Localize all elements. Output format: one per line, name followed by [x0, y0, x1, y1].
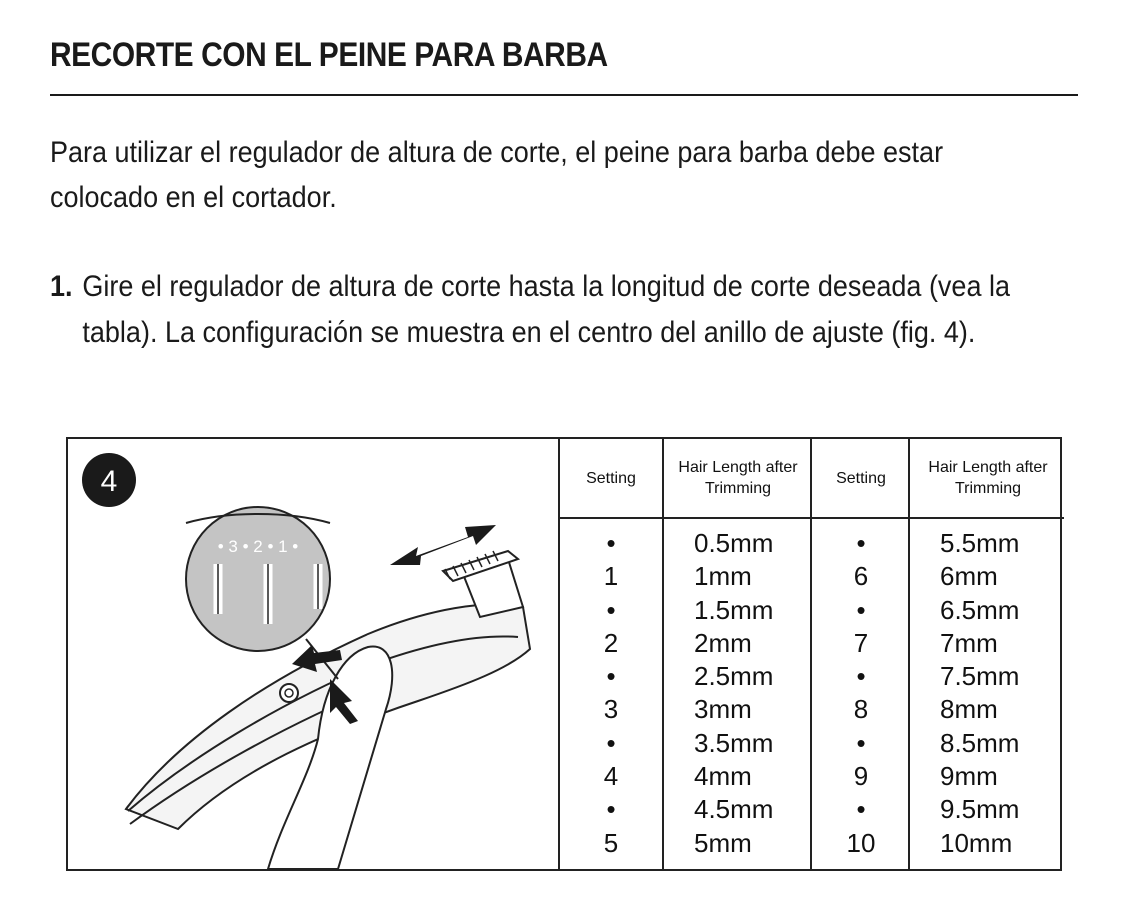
table-cell: 9mm	[940, 761, 998, 792]
table-cell: 1mm	[694, 561, 752, 592]
table-cell: 0.5mm	[694, 528, 774, 558]
table-cell: 1	[603, 561, 619, 592]
table-cell: 5mm	[694, 827, 752, 858]
table-cell: •	[856, 661, 866, 692]
table-cell: 3.5mm	[694, 727, 774, 758]
dial-marks: • 3 • 2 • 1 •	[217, 537, 299, 556]
table-cell: •	[606, 528, 616, 558]
table-cell: •	[856, 528, 866, 558]
table-cell: 1.5mm	[694, 594, 774, 625]
table-cell: •	[856, 594, 866, 625]
table-cell: •	[606, 594, 616, 625]
magnifier-callout	[183, 504, 338, 679]
step-1	[50, 264, 1085, 356]
header-setting-a: Setting	[586, 469, 636, 487]
table-cell: 2.5mm	[694, 661, 774, 692]
settings-a-list	[560, 527, 662, 860]
header-length-a: Hair Length after Trimming	[678, 459, 798, 497]
table-cell: 7.5mm	[940, 661, 1020, 692]
table-cell: 7mm	[940, 627, 998, 658]
column-setting-a	[560, 439, 662, 869]
header-setting-b: Setting	[836, 469, 886, 487]
table-cell: 3	[603, 694, 619, 725]
table-cell: •	[606, 661, 616, 692]
title-divider	[50, 94, 1078, 96]
settings-b-list	[812, 527, 910, 860]
table-cell: 4	[603, 761, 619, 792]
step-number: 1.	[50, 270, 73, 303]
table-cell: 10mm	[940, 827, 1013, 858]
table-cell: 8mm	[940, 694, 998, 725]
intro-paragraph: Para utilizar el regulador de altura de corte, el peine para barba debe estar colocado en el cortador.	[50, 136, 944, 214]
settings-table	[558, 439, 1064, 869]
table-cell: 4.5mm	[694, 794, 774, 825]
table-cell: 2mm	[694, 627, 752, 658]
header-divider	[560, 517, 1064, 519]
table-cell: 7	[853, 627, 869, 658]
lengths-a-list	[664, 527, 812, 860]
table-cell: 2	[603, 627, 619, 658]
table-cell: 9.5mm	[940, 794, 1020, 825]
figure-badge-number: 4	[100, 465, 118, 498]
table-cell: 4mm	[694, 761, 752, 792]
table-cell: •	[606, 727, 616, 758]
table-cell: 5.5mm	[940, 528, 1020, 558]
table-cell: 5	[603, 827, 619, 858]
column-length-b	[908, 439, 1066, 869]
table-cell: •	[606, 794, 616, 825]
column-length-a	[662, 439, 812, 869]
header-length-b: Hair Length after Trimming	[928, 459, 1048, 497]
figure-4	[66, 437, 1062, 871]
column-setting-b	[810, 439, 910, 869]
table-cell: 8.5mm	[940, 727, 1020, 758]
table-cell: 10	[846, 827, 876, 858]
step-text: Gire el regulador de altura de corte hasta la longitud de corte deseada (vea la tabla). La configuración se muestra en el centro del anillo de ajuste (fig. 4).	[82, 270, 1010, 349]
table-cell: 9	[853, 761, 869, 792]
table-cell: 8	[853, 694, 869, 725]
table-cell: •	[856, 794, 866, 825]
trimmer-illustration	[68, 439, 558, 869]
table-cell: 3mm	[694, 694, 752, 725]
lengths-b-list	[910, 527, 1066, 860]
table-cell: 6.5mm	[940, 594, 1020, 625]
page-title: RECORTE CON EL PEINE PARA BARBA	[50, 36, 608, 74]
adjust-button	[280, 684, 298, 702]
table-cell: •	[856, 727, 866, 758]
table-cell: 6	[853, 561, 869, 592]
table-cell: 6mm	[940, 561, 998, 592]
